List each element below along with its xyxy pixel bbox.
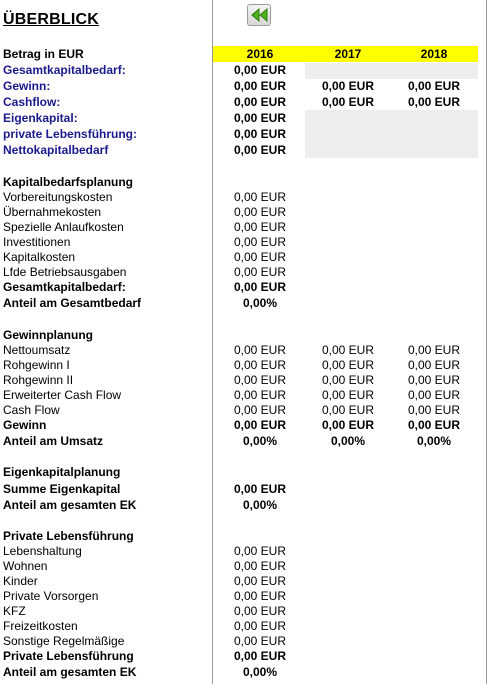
summary-value: 0,00 EUR — [233, 111, 287, 125]
row-value: 0,00 EUR — [233, 403, 287, 417]
row-label: Gesamtkapitalbedarf: — [3, 280, 126, 294]
section-heading: Eigenkapitalplanung — [3, 465, 121, 479]
summary-value: 0,00 EUR — [233, 95, 287, 109]
row-label: Private Vorsorgen — [3, 589, 99, 603]
header-row — [0, 47, 487, 62]
row-value: 0,00 EUR — [233, 482, 287, 496]
summary-label: Nettokapitalbedarf — [3, 143, 109, 157]
section-heading-row — [0, 328, 487, 343]
section-heading-row — [0, 175, 487, 190]
row-label: Kapitalkosten — [3, 250, 76, 264]
total-row — [0, 280, 487, 295]
row-value: 0,00 EUR — [407, 358, 461, 372]
row-value: 0,00 EUR — [407, 373, 461, 387]
section-heading: Private Lebensführung — [3, 529, 134, 543]
row-value: 0,00 EUR — [407, 343, 461, 357]
share-row — [0, 296, 487, 311]
row-value: 0,00 EUR — [233, 589, 287, 603]
row-value: 0,00 EUR — [233, 343, 287, 357]
row-label: Gewinn — [3, 418, 47, 432]
row-value: 0,00 EUR — [233, 418, 287, 432]
row-value: 0,00 EUR — [233, 250, 287, 264]
summary-row — [0, 111, 487, 126]
table-row — [0, 388, 487, 403]
table-row — [0, 619, 487, 634]
summary-value: 0,00 EUR — [233, 127, 287, 141]
row-value: 0,00 EUR — [233, 280, 287, 294]
table-row — [0, 235, 487, 250]
table-row — [0, 250, 487, 265]
summary-label: Eigenkapital: — [3, 111, 78, 125]
row-value: 0,00 EUR — [321, 418, 375, 432]
row-value: 0,00 EUR — [233, 619, 287, 633]
row-value: 0,00 EUR — [233, 220, 287, 234]
total-row — [0, 418, 487, 433]
summary-value: 0,00 EUR — [321, 95, 375, 109]
row-label: Summe Eigenkapital — [3, 482, 121, 496]
page-title: ÜBERBLICK — [3, 11, 100, 28]
table-row — [0, 190, 487, 205]
row-label: Sonstige Regelmäßige — [3, 634, 125, 648]
summary-value: 0,00 EUR — [407, 95, 461, 109]
row-value: 0,00 EUR — [321, 358, 375, 372]
table-row — [0, 544, 487, 559]
row-value: 0,00 EUR — [321, 373, 375, 387]
row-value: 0,00 EUR — [407, 418, 461, 432]
section-heading: Gewinnplanung — [3, 328, 93, 342]
share-row — [0, 434, 487, 449]
row-value: 0,00 EUR — [233, 559, 287, 573]
row-value: 0,00 EUR — [233, 544, 287, 558]
summary-value: 0,00 EUR — [233, 63, 287, 77]
summary-value: 0,00 EUR — [233, 143, 287, 157]
row-value: 0,00 EUR — [233, 235, 287, 249]
summary-row — [0, 79, 487, 94]
year-header: 2018 — [420, 47, 448, 61]
table-row — [0, 220, 487, 235]
row-label: Erweiterter Cash Flow — [3, 388, 122, 402]
row-value: 0,00% — [330, 434, 366, 448]
row-value: 0,00 EUR — [233, 649, 287, 663]
row-label: Rohgewinn II — [3, 373, 74, 387]
table-row — [0, 634, 487, 649]
row-value: 0,00 EUR — [407, 403, 461, 417]
row-label: Wohnen — [3, 559, 48, 573]
row-value: 0,00 EUR — [233, 574, 287, 588]
summary-label: Gesamtkapitalbedarf: — [3, 63, 126, 77]
row-label: Cash Flow — [3, 403, 60, 417]
row-value: 0,00 EUR — [321, 343, 375, 357]
summary-row — [0, 63, 487, 78]
row-label: Kinder — [3, 574, 38, 588]
rewind-back-icon — [251, 8, 268, 22]
row-value: 0,00 EUR — [233, 634, 287, 648]
table-row — [0, 358, 487, 373]
row-label: Anteil am Gesamtbedarf — [3, 296, 142, 310]
share-row — [0, 498, 487, 513]
summary-value: 0,00 EUR — [321, 79, 375, 93]
row-value: 0,00 EUR — [233, 265, 287, 279]
header-label: Betrag in EUR — [3, 47, 84, 61]
row-label: Rohgewinn I — [3, 358, 70, 372]
table-row — [0, 373, 487, 388]
table-row — [0, 205, 487, 220]
summary-value: 0,00 EUR — [233, 79, 287, 93]
table-row — [0, 403, 487, 418]
row-label: Anteil am gesamten EK — [3, 498, 137, 512]
section-heading: Kapitalbedarfsplanung — [3, 175, 134, 189]
row-label: Übernahmekosten — [3, 205, 102, 219]
row-label: KFZ — [3, 604, 26, 618]
row-value: 0,00% — [416, 434, 452, 448]
table-row — [0, 265, 487, 280]
row-value: 0,00 EUR — [407, 388, 461, 402]
row-label: Spezielle Anlaufkosten — [3, 220, 124, 234]
row-value: 0,00 EUR — [321, 403, 375, 417]
row-label: Anteil am Umsatz — [3, 434, 104, 448]
summary-row — [0, 143, 487, 158]
section-heading-row — [0, 465, 487, 480]
row-label: Freizeitkosten — [3, 619, 78, 633]
year-header: 2017 — [334, 47, 362, 61]
row-label: Vorbereitungskosten — [3, 190, 113, 204]
summary-label: Gewinn: — [3, 79, 51, 93]
back-button[interactable] — [247, 4, 271, 26]
row-value: 0,00 EUR — [233, 190, 287, 204]
table-row — [0, 343, 487, 358]
row-value: 0,00 EUR — [321, 388, 375, 402]
table-row — [0, 559, 487, 574]
row-label: Private Lebensführung — [3, 649, 134, 663]
summary-label: Cashflow: — [3, 95, 61, 109]
row-label: Nettoumsatz — [3, 343, 71, 357]
summary-row — [0, 127, 487, 142]
row-label: Investitionen — [3, 235, 71, 249]
row-label: Anteil am gesamten EK — [3, 665, 137, 679]
row-value: 0,00 EUR — [233, 373, 287, 387]
share-row — [0, 665, 487, 680]
total-row — [0, 649, 487, 664]
row-value: 0,00% — [242, 498, 278, 512]
row-value: 0,00% — [242, 434, 278, 448]
year-header: 2016 — [246, 47, 274, 61]
summary-row — [0, 95, 487, 110]
row-value: 0,00 EUR — [233, 205, 287, 219]
table-row — [0, 574, 487, 589]
table-row — [0, 604, 487, 619]
row-value: 0,00 EUR — [233, 604, 287, 618]
summary-label: private Lebensführung: — [3, 127, 138, 141]
row-value: 0,00 EUR — [233, 388, 287, 402]
section-heading-row — [0, 529, 487, 544]
row-value: 0,00% — [242, 665, 278, 679]
row-label: Lfde Betriebsausgaben — [3, 265, 127, 279]
row-value: 0,00 EUR — [233, 358, 287, 372]
row-value: 0,00% — [242, 296, 278, 310]
table-row — [0, 589, 487, 604]
summary-value: 0,00 EUR — [407, 79, 461, 93]
total-row — [0, 482, 487, 497]
row-label: Lebenshaltung — [3, 544, 82, 558]
